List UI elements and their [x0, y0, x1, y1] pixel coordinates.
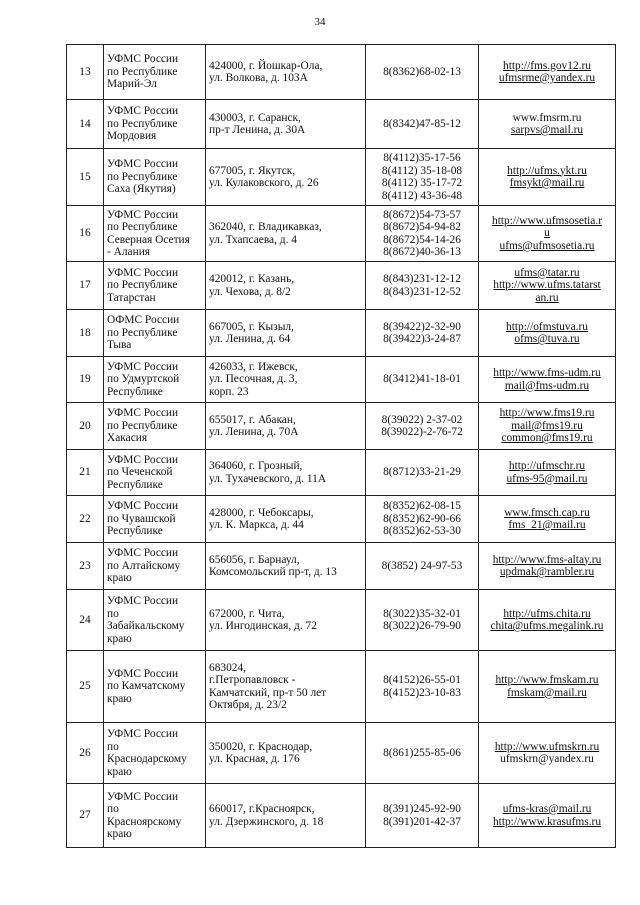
- contact-link[interactable]: ufms@ufmsosetia.ru: [499, 239, 595, 252]
- contact-link[interactable]: ufms-95@mail.ru: [506, 472, 588, 485]
- address-line: 667005, г. Кызыл,: [209, 320, 294, 333]
- phone-number: 8(3412)41-18-01: [383, 373, 461, 386]
- office-name-line: УФМС России: [107, 208, 179, 221]
- office-name-line: УФМС России: [107, 500, 179, 513]
- row-number: 18: [67, 310, 104, 357]
- office-name: [104, 590, 206, 651]
- office-name: [104, 262, 206, 310]
- contact-link[interactable]: http://www.ufmskrn.ru: [494, 740, 600, 753]
- office-address: [206, 45, 366, 100]
- office-phones: [366, 450, 479, 496]
- contact-link[interactable]: http://www.ufms.tatarst: [493, 279, 601, 292]
- office-name-line: по Чувашской: [107, 512, 176, 525]
- contact-link[interactable]: ufms-kras@mail.ru: [502, 803, 592, 815]
- row-number: 16: [67, 206, 104, 262]
- row-number: 22: [67, 496, 104, 543]
- address-line: 350020, г. Краснодар,: [209, 740, 313, 753]
- office-name: [104, 357, 206, 403]
- office-address: [206, 450, 366, 496]
- contact-link[interactable]: fms_21@mail.ru: [508, 519, 586, 531]
- address-line: Камчатский, пр-т 50 лет: [209, 686, 327, 699]
- contact-link[interactable]: mail@fms19.ru: [511, 419, 583, 432]
- address-line: 420012, г. Казань,: [209, 273, 295, 285]
- contact-link[interactable]: http://www.ufmsosetia.r: [492, 214, 602, 227]
- row-number: 24: [67, 590, 104, 651]
- office-name: [104, 403, 206, 450]
- office-name-line: Красноярскому: [107, 815, 182, 828]
- phone-number: 8(8352)62-53-30: [383, 525, 461, 538]
- office-name: [104, 784, 206, 848]
- phone-number: 8(391)245-92-90: [383, 803, 461, 815]
- office-contacts: [479, 100, 616, 149]
- address-line: Комсомольский пр-т, д. 13: [209, 566, 337, 578]
- office-contacts: [479, 310, 616, 357]
- table-row: [67, 784, 616, 848]
- office-name-line: по Республике: [107, 170, 178, 183]
- office-name-line: Саха (Якутия): [107, 183, 176, 196]
- contact-link[interactable]: fmsykt@mail.ru: [509, 177, 585, 189]
- office-name-line: Республике: [107, 525, 163, 538]
- office-address: [206, 206, 366, 262]
- address-line: ул. Тхапсаева, д. 4: [209, 233, 297, 246]
- contact-link[interactable]: http://www.fms19.ru: [499, 407, 595, 420]
- office-name-line: Татарстан: [107, 291, 156, 304]
- office-name-line: УФМС России: [107, 360, 179, 373]
- address-line: Октября, д. 23/2: [209, 699, 287, 711]
- address-line: 683024,: [209, 661, 247, 674]
- phone-number: 8(843)231-12-12: [383, 273, 461, 285]
- address-line: г.Петропавловск -: [209, 674, 296, 686]
- address-line: ул. Ленина, д. 64: [209, 333, 291, 345]
- address-line: 660017, г.Красноярск,: [209, 803, 315, 815]
- office-name-line: по Республике: [107, 326, 178, 339]
- office-name-line: УФМС России: [107, 105, 179, 118]
- office-name-line: УФМС России: [107, 53, 179, 66]
- contact-link[interactable]: http://ufms.chita.ru: [503, 607, 591, 620]
- address-line: 362040, г. Владикавказ,: [209, 221, 322, 233]
- office-name-line: по Республике: [107, 65, 178, 78]
- address-line: 426033, г. Ижевск,: [209, 360, 298, 373]
- address-line: 677005, г. Якутск,: [209, 164, 296, 177]
- address-line: 655017, г. Абакан,: [209, 413, 296, 426]
- office-phones: [366, 723, 479, 784]
- contact-link[interactable]: ofms@tuva.ru: [514, 333, 580, 345]
- table-row: [67, 100, 616, 149]
- office-address: [206, 403, 366, 450]
- office-name-line: Тыва: [107, 339, 132, 352]
- table-row: [67, 496, 616, 543]
- contact-link[interactable]: an.ru: [535, 291, 559, 304]
- office-phones: [366, 206, 479, 262]
- table-row: [67, 543, 616, 590]
- office-name-line: по Республике: [107, 279, 178, 292]
- table-row: [67, 310, 616, 357]
- office-name-line: по Республике: [107, 117, 178, 130]
- office-contacts: [479, 206, 616, 262]
- address-line: ул. Песочная, д. 3,: [209, 373, 298, 386]
- address-line: ул. Ингодинская, д. 72: [209, 620, 317, 632]
- office-phones: [366, 310, 479, 357]
- office-phones: [366, 149, 479, 206]
- phone-number: 8(39022)-2-76-72: [381, 426, 463, 438]
- office-name: [104, 149, 206, 206]
- table-row: [67, 206, 616, 262]
- contact-link[interactable]: http://www.fms-udm.ru: [493, 367, 601, 379]
- office-phones: [366, 496, 479, 543]
- table-row: [67, 357, 616, 403]
- office-address: [206, 357, 366, 403]
- address-line: 672000, г. Чита,: [209, 607, 285, 620]
- table-row: [67, 45, 616, 100]
- office-name-line: УФМС России: [107, 453, 179, 466]
- office-name-line: по Удмуртской: [107, 373, 180, 386]
- phone-number: 8(4152)23-10-83: [383, 686, 461, 699]
- table-row: [67, 651, 616, 723]
- office-name-line: УФМС России: [107, 667, 179, 680]
- office-name-line: по Чеченской: [107, 466, 173, 479]
- office-phones: [366, 543, 479, 590]
- office-phones: [366, 651, 479, 723]
- address-line: ул. Чехова, д. 8/2: [209, 285, 291, 298]
- office-address: [206, 496, 366, 543]
- contact-link[interactable]: http://ofmstuva.ru: [506, 320, 588, 333]
- office-name-line: УФМС России: [107, 728, 179, 740]
- contact-link[interactable]: ufmskrn@yandex.ru: [500, 753, 594, 765]
- phone-number: 8(8352)62-08-15: [383, 500, 461, 513]
- phone-number: 8(39422)2-32-90: [383, 320, 461, 333]
- office-name-line: УФМС России: [107, 158, 179, 171]
- row-number: 27: [67, 784, 104, 848]
- page-number: 34: [314, 16, 326, 28]
- office-name-line: краю: [107, 572, 132, 585]
- contact-link[interactable]: http://ufmschr.ru: [508, 460, 586, 472]
- office-name-line: УФМС России: [107, 790, 179, 803]
- office-name: [104, 651, 206, 723]
- table-row: [67, 262, 616, 310]
- office-phones: [366, 45, 479, 100]
- phone-number: 8(391)201-42-37: [383, 815, 461, 828]
- address-line: 428000, г. Чебоксары,: [209, 506, 314, 519]
- phone-number: 8(3022)35-32-01: [383, 607, 461, 620]
- office-phones: [366, 784, 479, 848]
- office-contacts: [479, 543, 616, 590]
- address-line: ул. Тухачевского, д. 11А: [209, 472, 327, 485]
- table-row: [67, 450, 616, 496]
- office-name-line: краю: [107, 828, 132, 840]
- office-phones: [366, 403, 479, 450]
- contact-link[interactable]: http://www.krasufms.ru: [492, 815, 602, 828]
- phone-number: 8(843)231-12-52: [383, 285, 461, 298]
- contact-link[interactable]: ufms@tatar.ru: [514, 266, 580, 279]
- office-contacts: [479, 723, 616, 784]
- office-name-line: Забайкальскому: [107, 620, 185, 632]
- contact-link[interactable]: www.fmsch.cap.ru: [504, 506, 590, 519]
- phone-number: 8(3852) 24-97-53: [381, 559, 463, 572]
- phone-number: 8(8712)33-21-29: [383, 466, 461, 479]
- address-line: ул. Волкова, д. 103А: [209, 72, 308, 84]
- fms-offices-table: [66, 44, 616, 848]
- office-address: [206, 723, 366, 784]
- row-number: 13: [67, 45, 104, 100]
- office-contacts: [479, 45, 616, 100]
- phone-number: 8(4112) 35-18-08: [381, 164, 463, 177]
- office-address: [206, 100, 366, 149]
- contact-link[interactable]: http://ufms.ykt.ru: [507, 164, 587, 177]
- office-name-line: Мордовия: [107, 130, 157, 143]
- office-address: [206, 262, 366, 310]
- address-line: корп. 23: [209, 385, 249, 398]
- office-contacts: [479, 784, 616, 848]
- office-phones: [366, 357, 479, 403]
- phone-number: 8(4112)35-17-56: [383, 152, 461, 164]
- office-name-line: Краснодарскому: [107, 753, 187, 765]
- phone-number: 8(39022) 2-37-02: [381, 413, 463, 426]
- contact-link[interactable]: sarpvs@mail.ru: [510, 124, 584, 136]
- phone-number: 8(4152)26-55-01: [383, 674, 461, 686]
- office-name-line: по Республике: [107, 221, 178, 233]
- office-name-line: краю: [107, 765, 132, 778]
- office-name-line: по Камчатскому: [107, 680, 186, 693]
- address-line: ул. Кулаковского, д. 26: [209, 177, 319, 189]
- office-name-line: УФМС России: [107, 407, 179, 420]
- office-name-line: Северная Осетия: [107, 233, 190, 246]
- office-contacts: [479, 450, 616, 496]
- office-name: [104, 723, 206, 784]
- contact-link[interactable]: http://www.fms-altay.ru: [492, 553, 602, 566]
- office-name-line: - Алания: [107, 246, 151, 258]
- office-phones: [366, 100, 479, 149]
- office-name-line: по: [107, 740, 119, 753]
- row-number: 21: [67, 450, 104, 496]
- table-row: [67, 149, 616, 206]
- office-contacts: [479, 357, 616, 403]
- office-name-line: Республике: [107, 385, 163, 398]
- phone-number: 8(8672)54-14-26: [383, 233, 461, 246]
- office-address: [206, 149, 366, 206]
- office-name-line: ОФМС России: [107, 314, 180, 327]
- office-name: [104, 496, 206, 543]
- office-name: [104, 206, 206, 262]
- row-number: 19: [67, 357, 104, 403]
- row-number: 25: [67, 651, 104, 723]
- table-row: [67, 403, 616, 450]
- row-number: 15: [67, 149, 104, 206]
- office-name-line: УФМС России: [107, 266, 179, 279]
- office-name-line: краю: [107, 692, 132, 705]
- phone-number: 8(8672)54-73-57: [383, 208, 461, 221]
- phone-number: 8(8672)40-36-13: [383, 246, 461, 258]
- office-contacts: [479, 496, 616, 543]
- office-name-line: Марий-Эл: [107, 78, 157, 91]
- phone-number: 8(8342)47-85-12: [383, 117, 461, 130]
- office-address: [206, 310, 366, 357]
- address-line: ул. Дзержинского, д. 18: [209, 815, 324, 828]
- address-line: 424000, г. Йошкар-Ола,: [209, 59, 323, 72]
- table-row: [67, 590, 616, 651]
- phone-number: 8(8362)68-02-13: [383, 65, 461, 78]
- phone-number: 8(861)255-85-06: [383, 746, 461, 759]
- office-name-line: краю: [107, 632, 132, 645]
- row-number: 26: [67, 723, 104, 784]
- phone-number: 8(4112) 35-17-72: [381, 177, 463, 189]
- contact-link[interactable]: http://fms.gov12.ru: [503, 59, 591, 72]
- phone-number: 8(3022)26-79-90: [383, 620, 461, 632]
- office-address: [206, 543, 366, 590]
- office-contacts: [479, 403, 616, 450]
- office-name-line: Хакасия: [107, 432, 148, 445]
- office-phones: [366, 590, 479, 651]
- table-body: [67, 45, 616, 848]
- office-name-line: по Республике: [107, 419, 178, 432]
- row-number: 20: [67, 403, 104, 450]
- address-line: 656056, г. Барнаул,: [209, 553, 300, 566]
- contact-link[interactable]: www.fmsrm.ru: [512, 111, 582, 124]
- row-number: 14: [67, 100, 104, 149]
- office-contacts: [479, 651, 616, 723]
- office-name: [104, 310, 206, 357]
- office-name: [104, 100, 206, 149]
- row-number: 17: [67, 262, 104, 310]
- office-address: [206, 651, 366, 723]
- contact-link[interactable]: updmak@rambler.ru: [499, 566, 595, 578]
- office-name: [104, 543, 206, 590]
- office-name-line: по: [107, 803, 119, 815]
- office-name-line: УФМС России: [107, 547, 179, 560]
- phone-number: 8(8672)54-94-82: [383, 221, 461, 233]
- address-line: 430003, г. Саранск,: [209, 111, 301, 124]
- office-contacts: [479, 590, 616, 651]
- contact-link[interactable]: mail@fms-udm.ru: [504, 379, 590, 392]
- contact-link[interactable]: http://www.fmskam.ru: [495, 674, 599, 686]
- office-name-line: Республике: [107, 478, 163, 491]
- phone-number: 8(8352)62-90-66: [383, 512, 461, 525]
- table-row: [67, 723, 616, 784]
- office-contacts: [479, 149, 616, 206]
- office-name: [104, 45, 206, 100]
- office-address: [206, 590, 366, 651]
- contact-link[interactable]: fmskam@mail.ru: [507, 686, 587, 699]
- row-number: 23: [67, 543, 104, 590]
- address-line: пр-т Ленина, д. 30А: [209, 124, 306, 136]
- contact-link[interactable]: ufmsrme@yandex.ru: [498, 72, 596, 84]
- address-line: ул. Красная, д. 176: [209, 753, 300, 765]
- phone-number: 8(4112) 43-36-48: [381, 189, 463, 202]
- office-name-line: по Алтайскому: [107, 559, 181, 572]
- office-name: [104, 450, 206, 496]
- office-phones: [366, 262, 479, 310]
- contact-link[interactable]: chita@ufms.megalink.ru: [490, 620, 604, 632]
- office-address: [206, 784, 366, 848]
- office-name-line: по: [107, 607, 119, 620]
- contact-link[interactable]: common@fms19.ru: [501, 432, 593, 445]
- phone-number: 8(39422)3-24-87: [383, 333, 461, 345]
- address-line: ул. Ленина, д. 70А: [209, 426, 299, 438]
- address-line: 364060, г. Грозный,: [209, 460, 303, 472]
- address-line: ул. К. Маркса, д. 44: [209, 519, 304, 531]
- office-name-line: УФМС России: [107, 595, 179, 607]
- contact-link[interactable]: u: [544, 227, 550, 240]
- office-contacts: [479, 262, 616, 310]
